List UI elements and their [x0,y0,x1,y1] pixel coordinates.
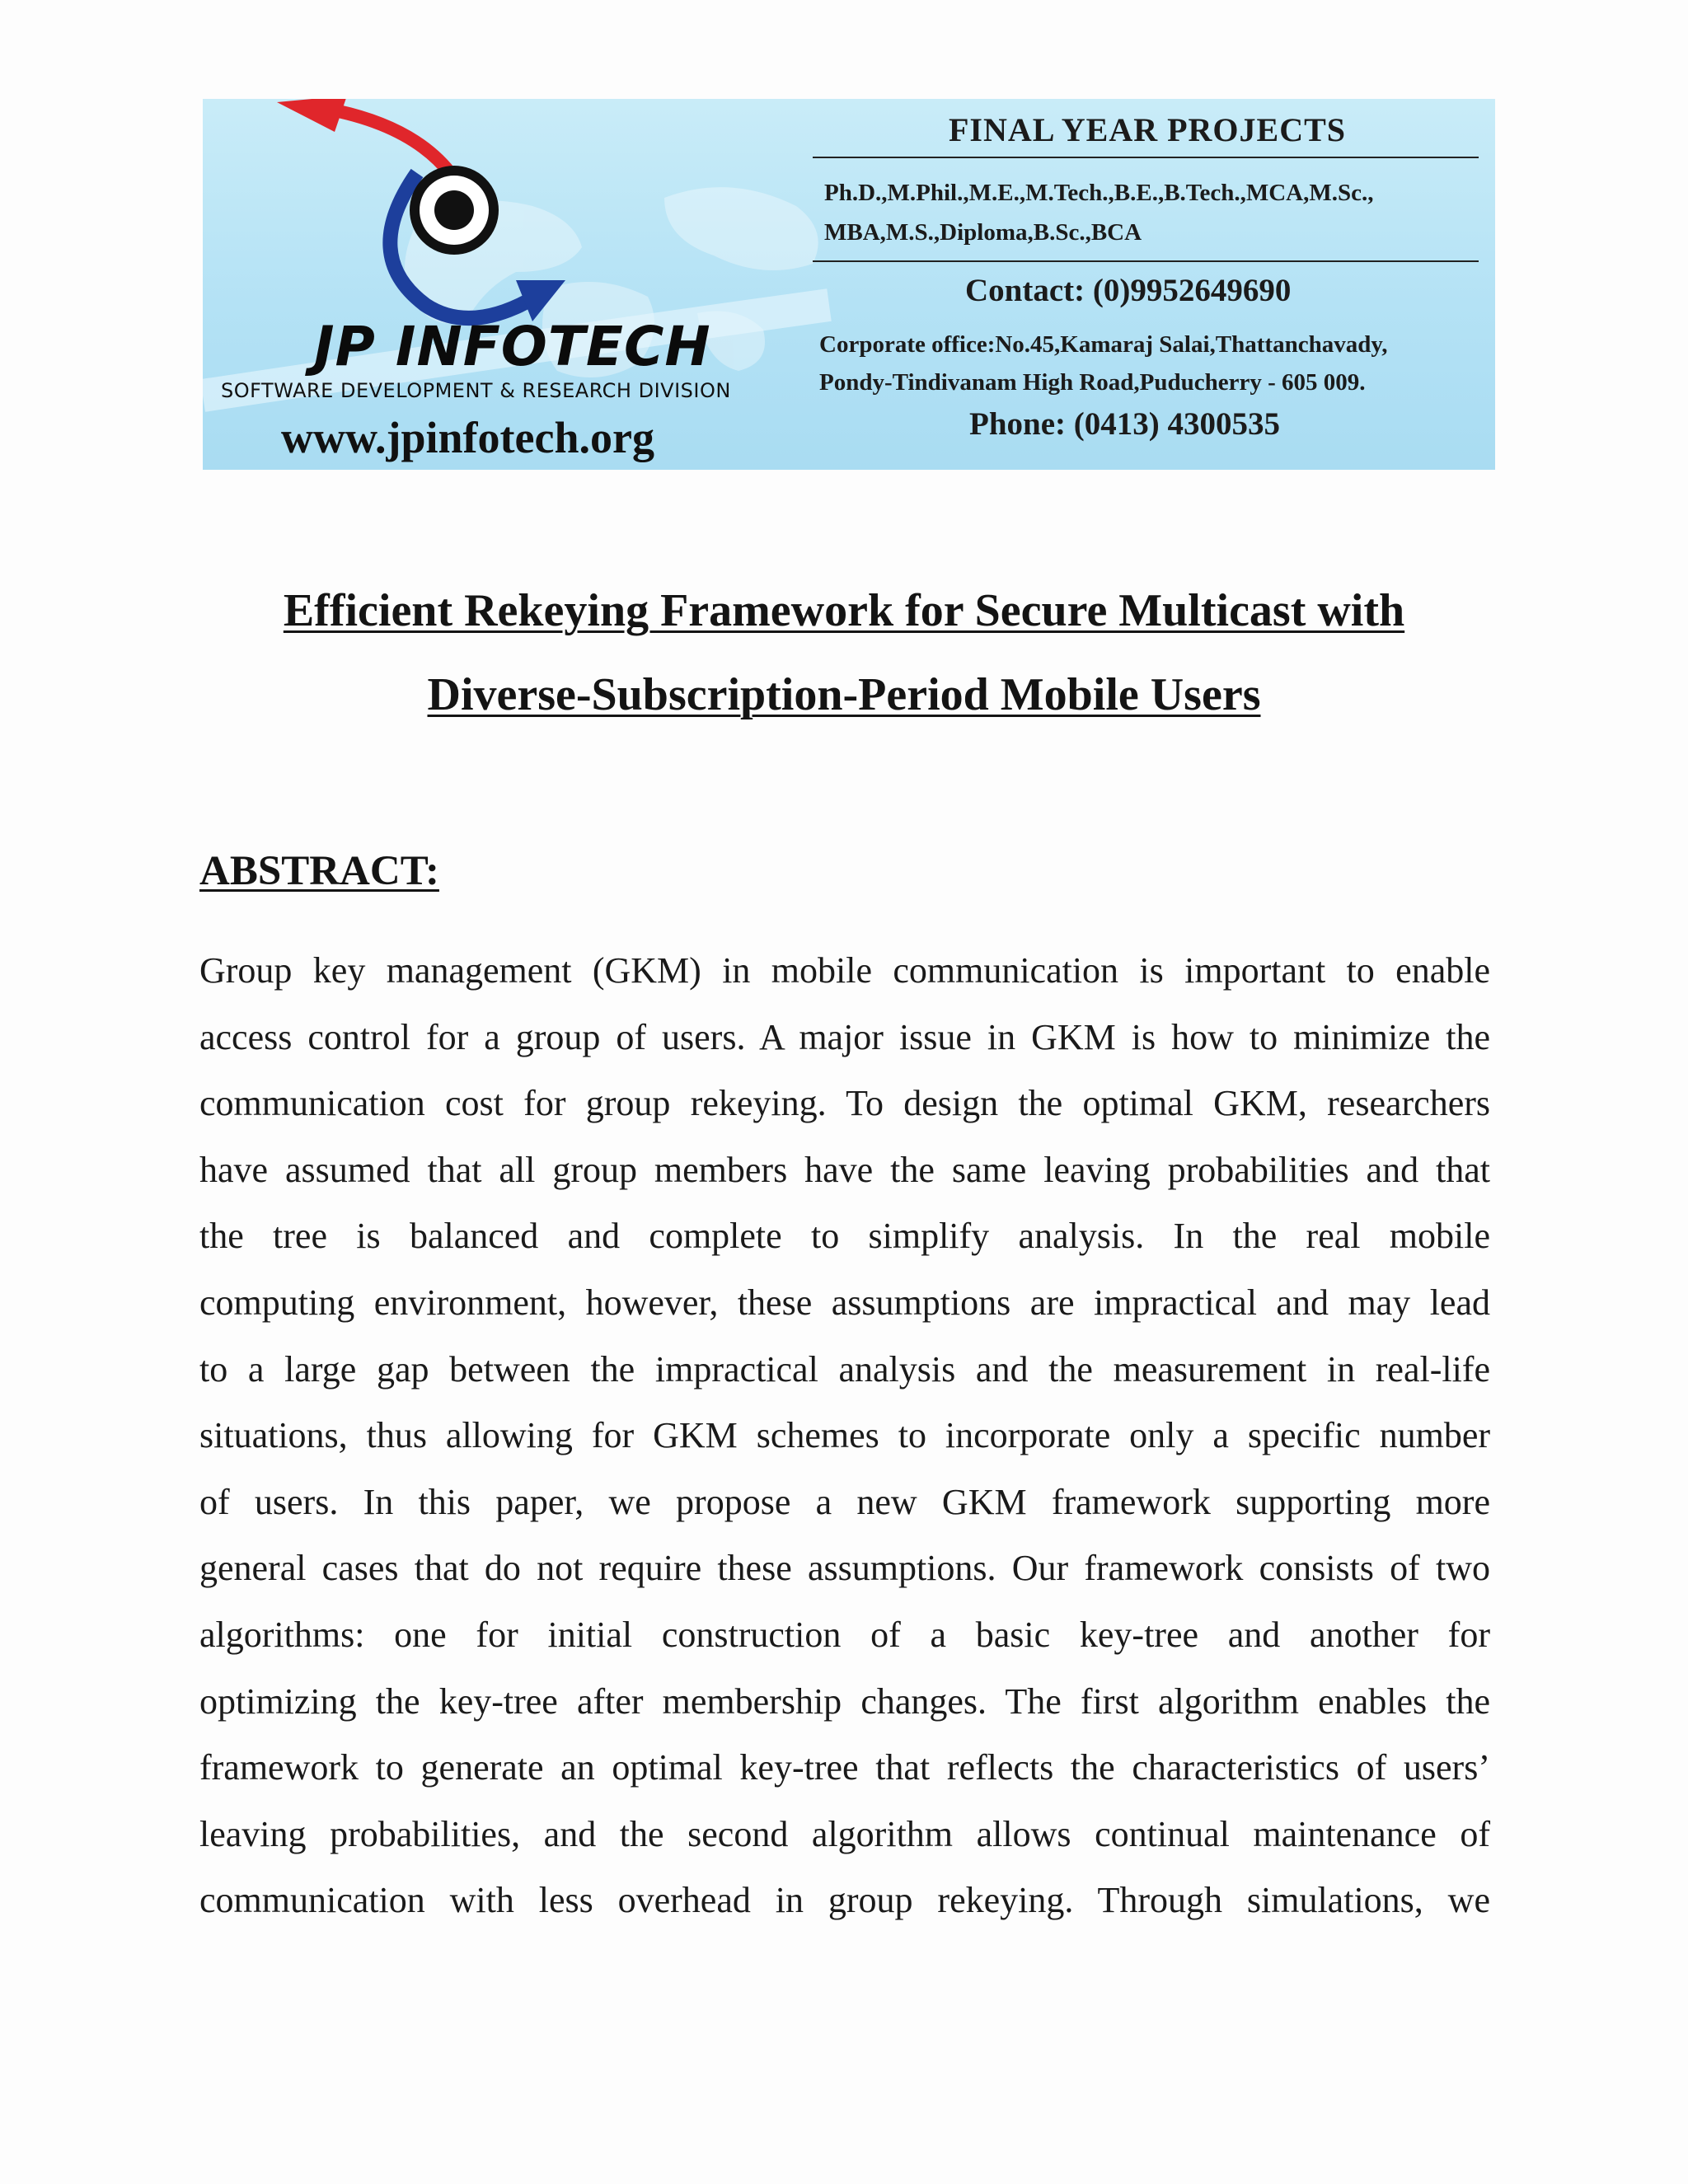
title-line: Efficient Rekeying Framework for Secure Multicast with [283,585,1405,636]
abstract-paragraph [199,938,1490,1934]
abstract-line: of users. In this paper, we propose a new GKM framework supporting more [199,1481,1490,1522]
page-title [165,569,1523,737]
title-line: Diverse-Subscription-Period Mobile Users [427,669,1261,720]
abstract-line: Group key management (GKM) in mobile communication is important to enable [199,950,1490,991]
abstract-line: optimizing the key-tree after membership changes. The first algorithm enables the [199,1680,1490,1722]
abstract-line: algorithms: one for initial construction of a basic key-tree and another for [199,1614,1490,1655]
banner-divider [813,260,1479,262]
degrees-line: MBA,M.S.,Diploma,B.Sc.,BCA [824,219,1142,246]
contact-number: Contact: (0)9952649690 [965,273,1292,308]
address-line: Pondy-Tindivanam High Road,Puducherry - 605 009. [819,369,1366,396]
abstract-heading: ABSTRACT: [199,848,439,894]
address-line: Corporate office:No.45,Kamaraj Salai,Thattanchavady, [819,331,1388,358]
abstract-line: situations, thus allowing for GKM schemes to incorporate only a specific number [199,1415,1490,1456]
abstract-line: the tree is balanced and complete to simplify analysis. In the real mobile [199,1216,1490,1257]
degrees-list [824,173,1484,252]
abstract-line: to a large gap between the impractical analysis and the measurement in real-life [199,1348,1490,1390]
company-logo-name: JP INFOTECH [314,315,711,378]
abstract-line: access control for a group of users. A major issue in GKM is how to minimize the [199,1016,1490,1057]
abstract-line: have assumed that all group members have the same leaving probabilities and that [199,1149,1490,1190]
degrees-line: Ph.D.,M.Phil.,M.E.,M.Tech.,B.E.,B.Tech.,MCA,M.Sc., [824,180,1374,206]
abstract-line: communication cost for group rekeying. To design the optimal GKM, researchers [199,1083,1490,1124]
abstract-line: framework to generate an optimal key-tree that reflects the characteristics of users’ [199,1747,1490,1788]
banner-divider [813,157,1479,158]
abstract-line: computing environment, however, these assumptions are impractical and may lead [199,1282,1490,1323]
abstract-line: leaving probabilities, and the second algorithm allows continual maintenance of [199,1813,1490,1854]
header-banner [203,99,1495,470]
corporate-address [819,326,1479,401]
company-logo-subtitle: SOFTWARE DEVELOPMENT & RESEARCH DIVISION [221,379,731,402]
banner-heading: FINAL YEAR PROJECTS [949,111,1347,148]
abstract-line: general cases that do not require these assumptions. Our framework consists of two [199,1548,1490,1589]
company-website: www.jpinfotech.org [281,413,654,462]
abstract-line: communication with less overhead in group rekeying. Through simulations, we [199,1880,1490,1921]
phone-number: Phone: (0413) 4300535 [969,406,1280,442]
target-eye-icon [411,167,497,253]
